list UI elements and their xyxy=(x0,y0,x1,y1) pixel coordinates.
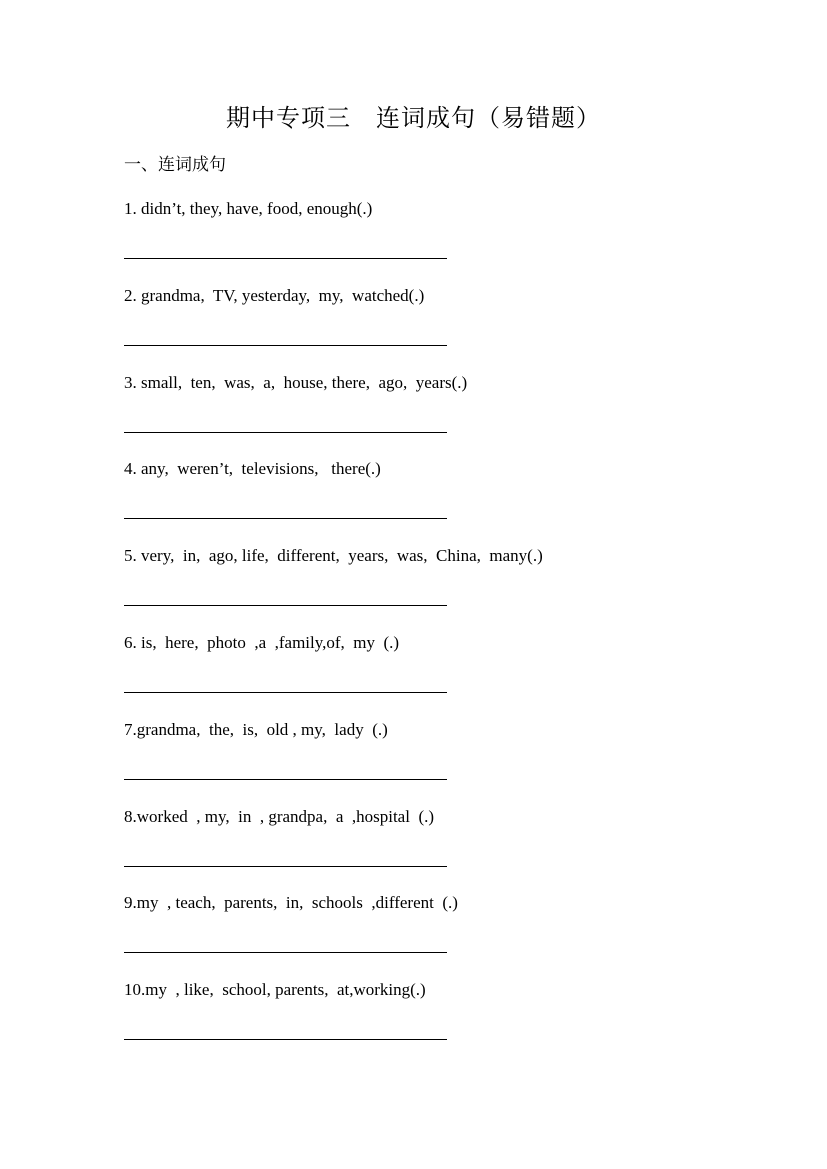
question-item xyxy=(124,628,764,715)
question-item xyxy=(124,975,764,1062)
question-item xyxy=(124,194,764,281)
question-item xyxy=(124,541,764,628)
answer-line[interactable] xyxy=(124,952,447,953)
answer-line[interactable] xyxy=(124,518,447,519)
answer-line[interactable] xyxy=(124,779,447,780)
answer-line[interactable] xyxy=(124,692,447,693)
question-item xyxy=(124,281,764,368)
question-list xyxy=(124,194,764,1062)
question-item xyxy=(124,368,764,455)
question-text: 9.my , teach, parents, in, schools ,different (.) xyxy=(124,893,458,913)
question-text: 10.my , like, school, parents, at,working(.) xyxy=(124,980,426,1000)
question-text: 4. any, weren’t, televisions, there(.) xyxy=(124,459,381,479)
answer-line[interactable] xyxy=(124,345,447,346)
answer-line[interactable] xyxy=(124,258,447,259)
page-title: 期中专项三 连词成句（易错题） xyxy=(226,104,601,132)
question-item xyxy=(124,802,764,889)
answer-line[interactable] xyxy=(124,1039,447,1040)
question-text: 1. didn’t, they, have, food, enough(.) xyxy=(124,199,373,218)
question-text: 8.worked , my, in , grandpa, a ,hospital (.) xyxy=(124,806,435,826)
question-text: 2. grandma, TV, yesterday, my, watched(.) xyxy=(124,285,425,305)
question-text: 5. very, in, ago, life, different, years, was, China, many(.) xyxy=(124,546,543,566)
question-item xyxy=(124,715,764,802)
question-text: 3. small, ten, was, a, house, there, ago, years(.) xyxy=(124,372,468,392)
section-heading: 一、连词成句 xyxy=(124,155,226,175)
question-item xyxy=(124,888,764,975)
answer-line[interactable] xyxy=(124,866,447,867)
question-text: 6. is, here, photo ,a ,family,of, my (.) xyxy=(124,632,400,652)
answer-line[interactable] xyxy=(124,432,447,433)
answer-line[interactable] xyxy=(124,605,447,606)
question-item xyxy=(124,454,764,541)
question-text: 7.grandma, the, is, old , my, lady (.) xyxy=(124,719,388,739)
